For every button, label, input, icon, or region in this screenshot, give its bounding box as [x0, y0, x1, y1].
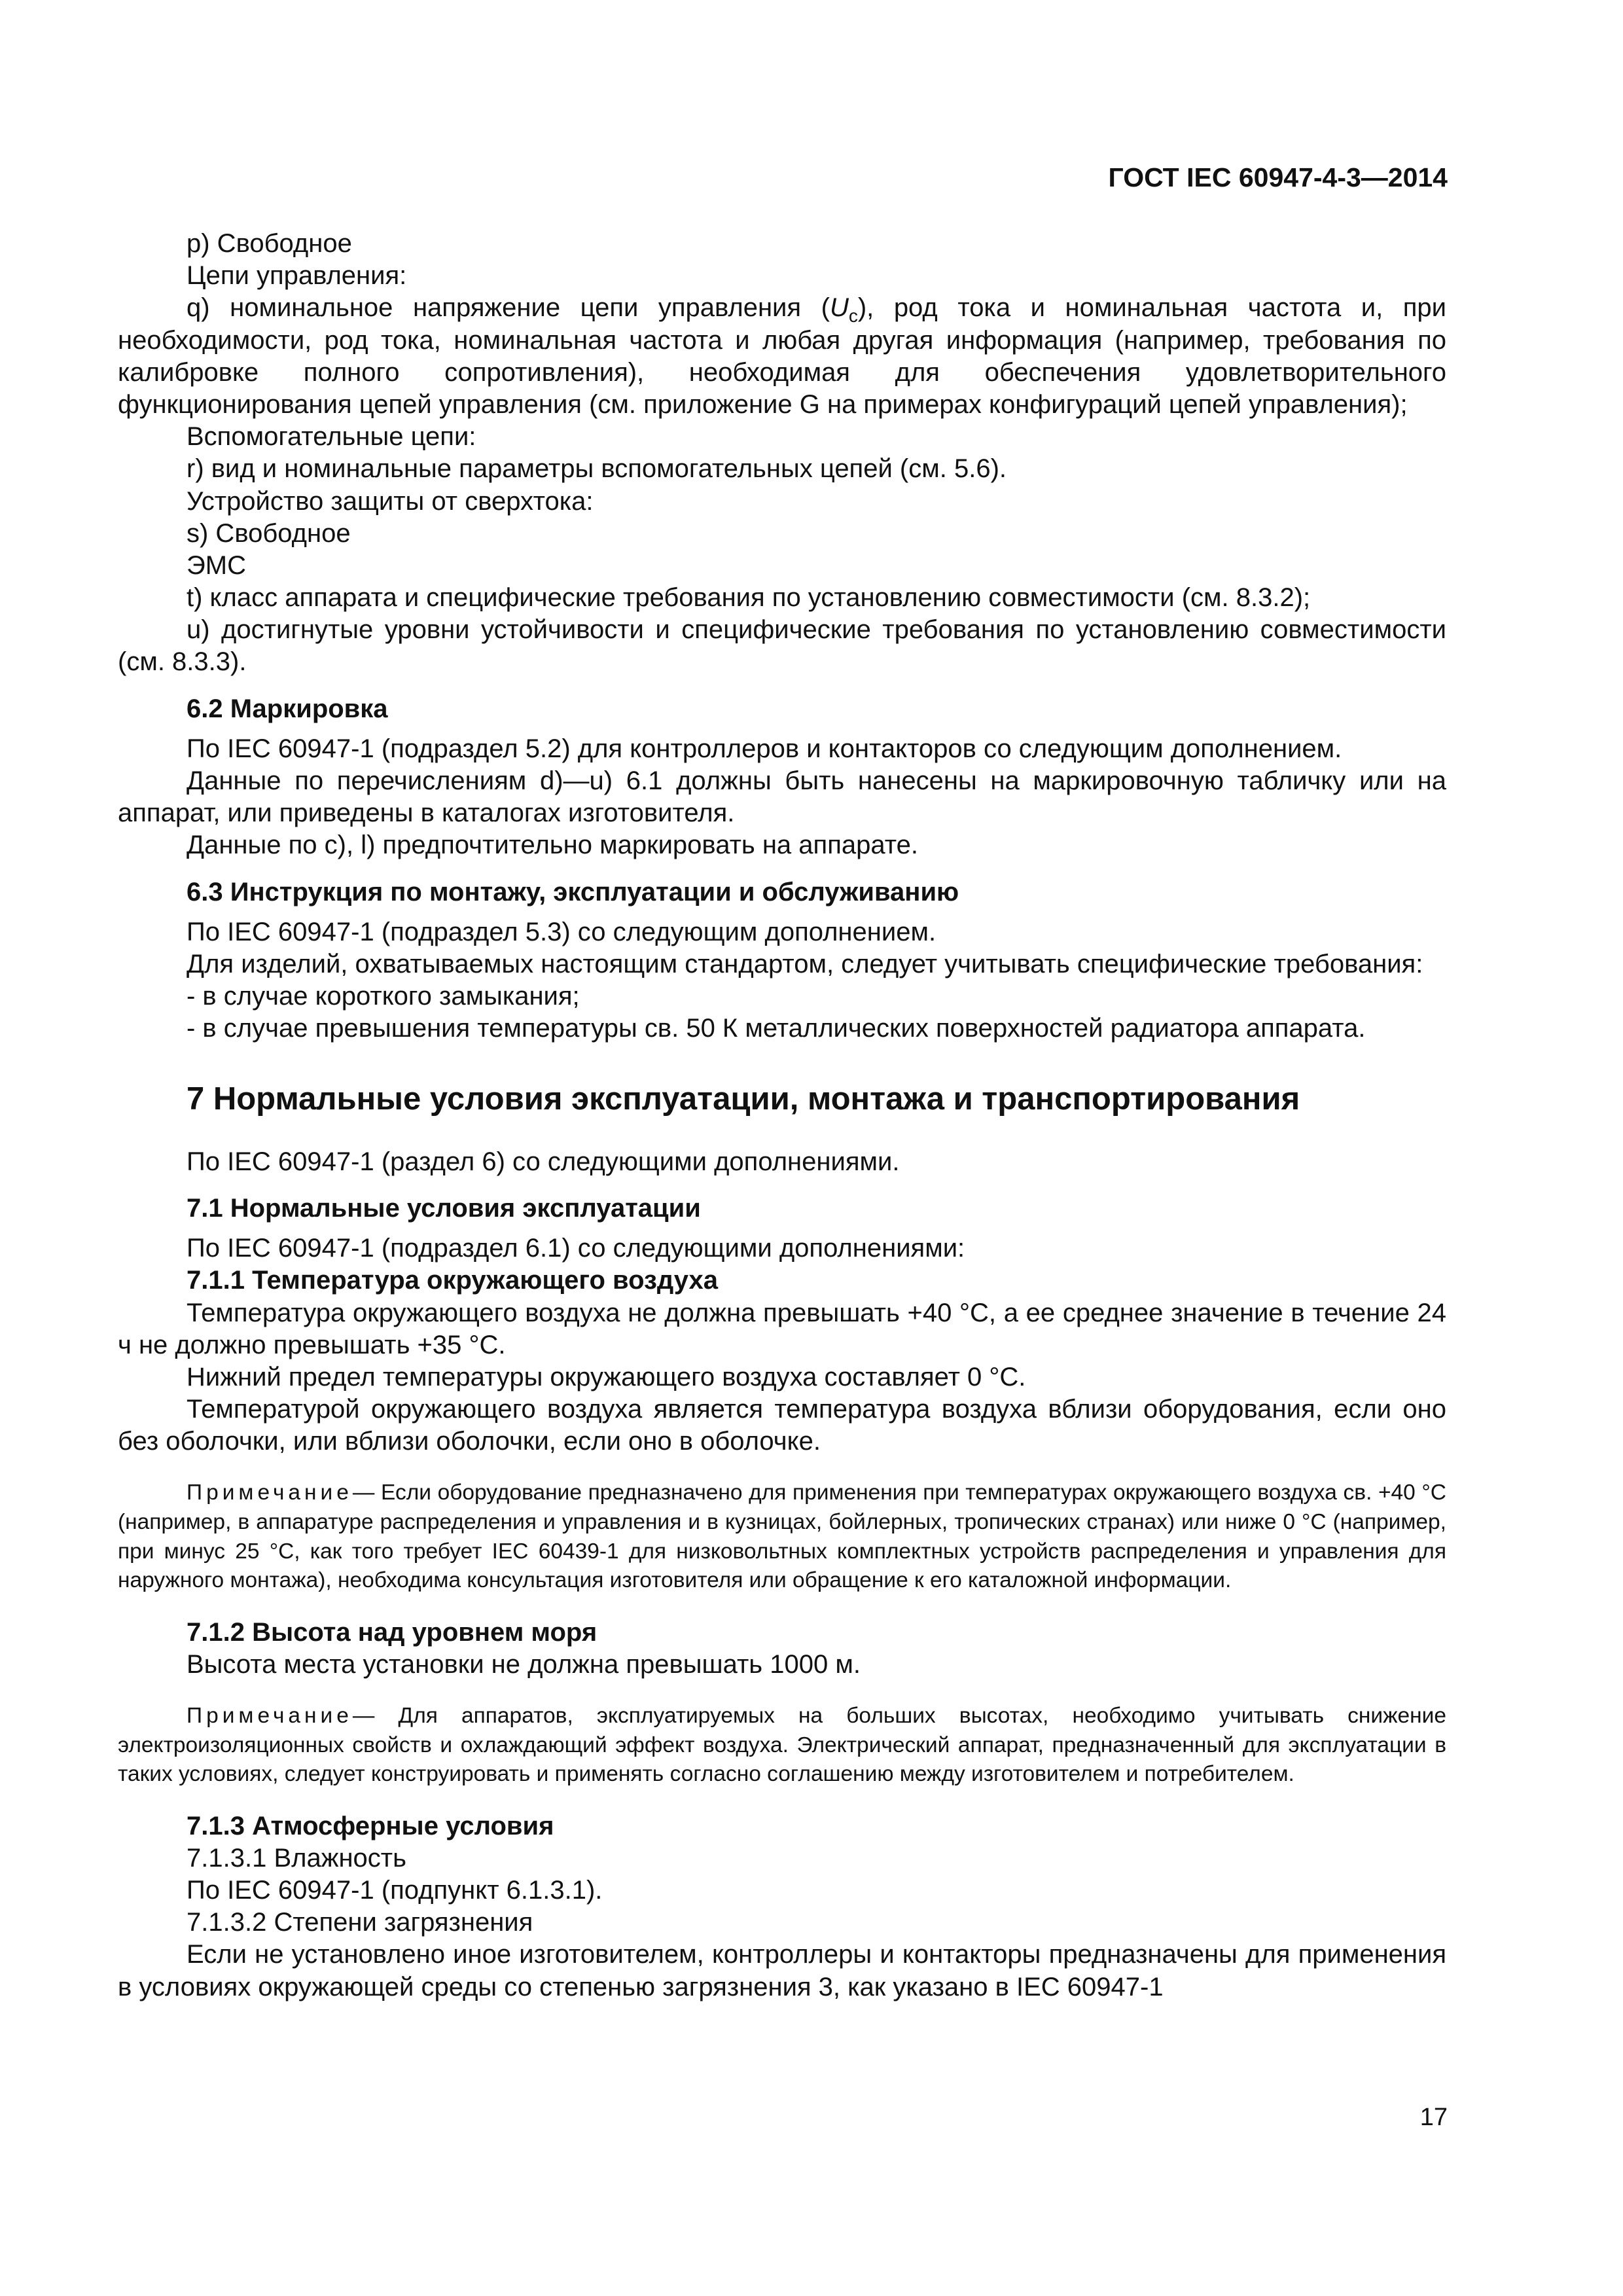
control-circuits-heading: Цепи управления:: [187, 261, 407, 291]
section-7-1-1-para-2: Нижний предел температуры окружающего воздуха составляет 0 °С.: [187, 1362, 1026, 1391]
item-u: u) достигнутые уровни устойчивости и специфические требования по установлению совместимости (см. 8.3.3).: [118, 615, 1446, 677]
document-header: ГОСТ IEC 60947-4-3—2014: [1108, 162, 1448, 192]
section-6-3-dash-1: - в случае короткого замыкания;: [187, 982, 580, 1011]
section-7-1-1-para-3: Температурой окружающего воздуха является температура воздуха вблизи оборудования, если оно без оболочки, или вблизи оболочки, если оно в оболочке.: [118, 1395, 1446, 1456]
section-7-1-3-title: 7.1.3 Атмосферные условия: [187, 1811, 554, 1840]
note-label: Примечание: [187, 1480, 353, 1505]
section-7-para-1: По IEC 60947-1 (раздел 6) со следующими дополнениями.: [187, 1147, 900, 1176]
page-content: [118, 228, 1446, 2003]
section-7-1-title: 7.1 Нормальные условия эксплуатации: [187, 1193, 701, 1223]
item-t: t) класс аппарата и специфические требования по установлению совместимости (см. 8.3.2);: [187, 583, 1311, 613]
item-p: p) Свободное: [187, 229, 352, 258]
note-label: Примечание: [187, 1704, 353, 1729]
note-2: Примечание— Для аппаратов, эксплуатируемых на больших высотах, необходимо учитывать снижение электроизоляционных свойств и охлаждающий эффект воздуха. Электрический аппарат, предназначенный для эксплуатации в таких условиях, следует конструировать и применять согласно соглашению между изготовителем и потребителем.: [118, 1704, 1446, 1787]
section-6-2-title: 6.2 Маркировка: [187, 694, 388, 723]
section-7-title: 7 Нормальные условия эксплуатации, монтажа и транспортирования: [187, 1081, 1300, 1117]
note-1: Примечание— Если оборудование предназначено для применения при температурах окружающего воздуха св. +40 °С (например, в аппаратуре распределения и управления и в кузницах, бойлерных, тропических странах) или ниже 0 °С (например, при минус 25 °С, как того требует IEC 60439-1 для низковольтных комплектных устройств распределения и управления для наружного монтажа), необходима консультация изготовителя или обращение к его каталожной информации.: [118, 1480, 1446, 1593]
section-7-1-1-para-1: Температура окружающего воздуха не должна превышать +40 °С, а ее среднее значение в течение 24 ч не должно превышать +35 °С.: [118, 1298, 1446, 1359]
section-6-3-para-1: По IEC 60947-1 (подраздел 5.3) со следующим дополнением.: [187, 917, 936, 946]
item-s: s) Свободное: [187, 518, 351, 548]
emc-heading: ЭМС: [187, 550, 246, 580]
section-6-3-dash-2: - в случае превышения температуры св. 50 К металлических поверхностей радиатора аппарата.: [187, 1014, 1366, 1043]
page-number: 17: [1419, 2104, 1448, 2131]
section-7-1-3-2-para: Если не установлено иное изготовителем, контроллеры и контакторы предназначены для применения в условиях окружающей среды со степенью загрязнения 3, как указано в IEC 60947-1: [118, 1940, 1446, 2001]
item-r: r) вид и номинальные параметры вспомогательных цепей (см. 5.6).: [187, 454, 1007, 484]
section-6-3-title: 6.3 Инструкция по монтажу, эксплуатации и обслуживанию: [187, 877, 959, 906]
section-7-1-2-title: 7.1.2 Высота над уровнем моря: [187, 1617, 597, 1647]
section-6-2-para-3: Данные по c), l) предпочтительно маркировать на аппарате.: [187, 831, 918, 860]
section-6-3-para-2: Для изделий, охватываемых настоящим стандартом, следует учитывать специфические требования:: [187, 949, 1423, 978]
section-7-1-1-title: 7.1.1 Температура окружающего воздуха: [187, 1266, 718, 1295]
section-6-2-para-1: По IEC 60947-1 (подраздел 5.2) для контроллеров и контакторов со следующим дополнением.: [187, 734, 1342, 763]
aux-circuits-heading: Вспомогательные цепи:: [187, 422, 476, 452]
overcurrent-heading: Устройство защиты от сверхтока:: [187, 486, 594, 516]
section-7-1-3-1-para: По IEC 60947-1 (подпункт 6.1.3.1).: [187, 1876, 603, 1905]
section-6-2-para-2: Данные по перечислениям d)—u) 6.1 должны быть нанесены на маркировочную табличку или на аппарат, или приведены в каталогах изготовителя.: [118, 766, 1446, 828]
section-7-1-3-1-title: 7.1.3.1 Влажность: [187, 1843, 406, 1873]
section-7-1-2-para-1: Высота места установки не должна превышать 1000 м.: [187, 1649, 861, 1679]
section-7-1-3-2-title: 7.1.3.2 Степени загрязнения: [187, 1908, 533, 1937]
item-q: q) номинальное напряжение цепи управления $(U_c)$, род тока и номинальная частота и, при необходимости, род тока, номинальная частота и любая другая информация (например, требования по калибровке полного сопротивления), необходимая для обеспечения удовлетворительного функционирования цепей управления (см. приложение G на примерах конфигураций цепей управления);: [118, 293, 1446, 419]
section-7-1-para-1: По IEC 60947-1 (подраздел 6.1) со следующими дополнениями:: [187, 1234, 965, 1263]
